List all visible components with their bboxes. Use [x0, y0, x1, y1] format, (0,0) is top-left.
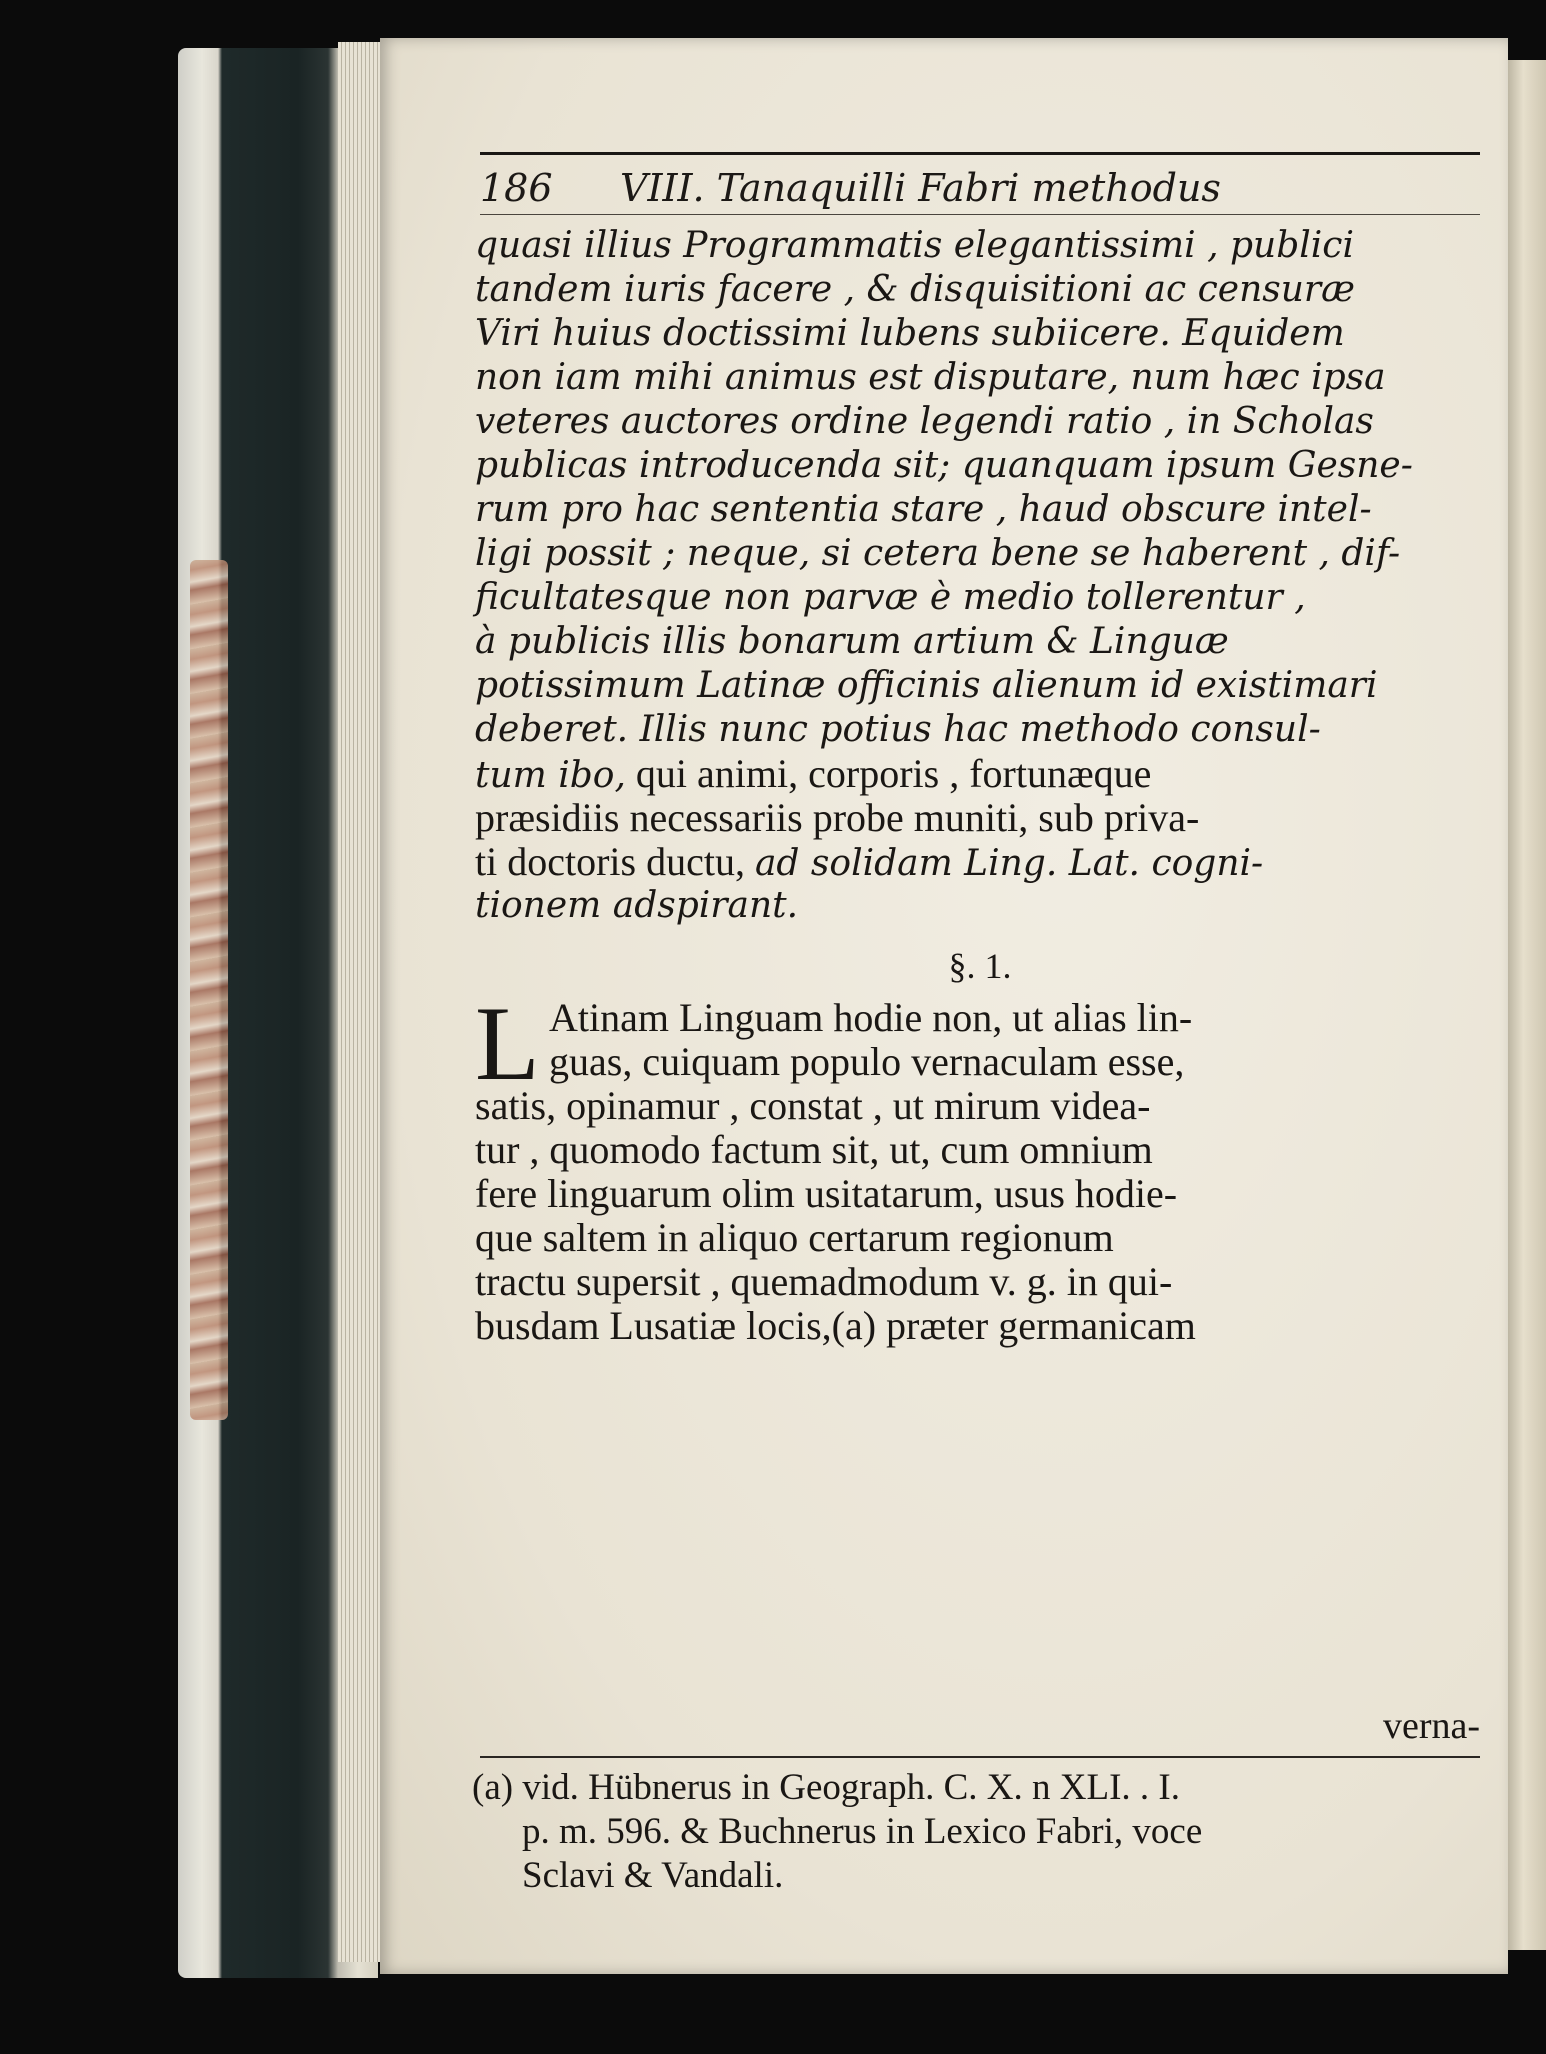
text-line: satis, opinamur , constat , ut mirum videa-: [475, 1083, 1151, 1128]
facing-page-edge: [1508, 60, 1546, 1950]
text-line: Atinam Linguam hodie non, ut alias lin-: [549, 995, 1193, 1040]
text-line: guas, cuiquam populo vernaculam esse,: [549, 1039, 1185, 1084]
text-line: non iam mihi animus est disputare, num hæc ipsa: [475, 357, 1386, 398]
footnote-line: p. m. 596. & Buchnerus in Lexico Fabri, voce: [522, 1811, 1203, 1852]
roman-segment: ti doctoris ductu,: [475, 839, 755, 884]
text-line: publicas introducenda sit; quanquam ipsum Gesne-: [475, 445, 1413, 486]
section-paragraph: [475, 985, 1485, 1348]
text-line: præsidiis necessariis probe muniti, sub priva-: [475, 795, 1200, 840]
footnote-rule: [480, 1756, 1480, 1758]
body-text: [475, 224, 1485, 1348]
section-mark: §. 1.: [948, 946, 1012, 986]
text-line: ficultatesque non parvæ è medio tollerentur ,: [475, 577, 1306, 618]
text-line: à publicis illis bonarum artium & Linguæ: [475, 621, 1229, 662]
roman-segment: qui animi, corporis , fortunæque: [625, 751, 1152, 796]
italic-segment: tum ibo,: [475, 755, 626, 796]
text-line-mixed: [475, 840, 1485, 884]
marbled-fore-edge: [190, 560, 228, 1420]
text-line: tandem iuris facere , & disquisitioni ac censuræ: [475, 269, 1355, 310]
text-line: veteres auctores ordine legendi ratio , in Scholas: [475, 401, 1374, 442]
text-line: tionem adspirant.: [475, 885, 799, 926]
text-line: Viri huius doctissimi lubens subiicere. Equidem: [475, 313, 1345, 354]
text-line: tractu supersit , quemadmodum v. g. in qui-: [475, 1259, 1173, 1304]
page-number: 186: [480, 166, 553, 210]
page-stack-edge: [338, 42, 380, 1962]
header-rule: [480, 152, 1480, 155]
book-page: [380, 38, 1508, 1974]
text-line: potissimum Latinæ officinis alienum id existimari: [475, 665, 1378, 706]
running-head: VIII. Tanaquilli Fabri methodus: [620, 166, 1221, 210]
header-underline: [480, 214, 1480, 215]
text-line: rum pro hac sententia stare , haud obscure intel-: [475, 489, 1372, 530]
text-line: deberet. Illis nunc potius hac methodo consul-: [475, 709, 1321, 750]
footnote-line: (a) vid. Hübnerus in Geograph. C. X. n XLI. . I.: [472, 1767, 1180, 1808]
footnote-line: Sclavi & Vandali.: [522, 1855, 784, 1896]
text-line: ligi possit ; neque, si cetera bene se haberent , dif-: [475, 533, 1401, 574]
italic-segment: ad solidam Ling. Lat. cogni-: [754, 843, 1264, 884]
catchword: verna-: [1382, 1705, 1480, 1747]
text-line: busdam Lusatiæ locis,(a) præter germanicam: [475, 1303, 1196, 1348]
text-line-mixed: [475, 752, 1485, 796]
footnote: [472, 1766, 1482, 1898]
page-header: [480, 166, 1480, 216]
text-line: fere linguarum olim usitatarum, usus hodie-: [475, 1171, 1178, 1216]
text-line: tur , quomodo factum sit, ut, cum omnium: [475, 1127, 1153, 1172]
text-line: quasi illius Programmatis elegantissimi , publici: [475, 225, 1354, 266]
drop-cap: L: [475, 985, 540, 1102]
text-line: que saltem in aliquo certarum regionum: [475, 1215, 1114, 1260]
